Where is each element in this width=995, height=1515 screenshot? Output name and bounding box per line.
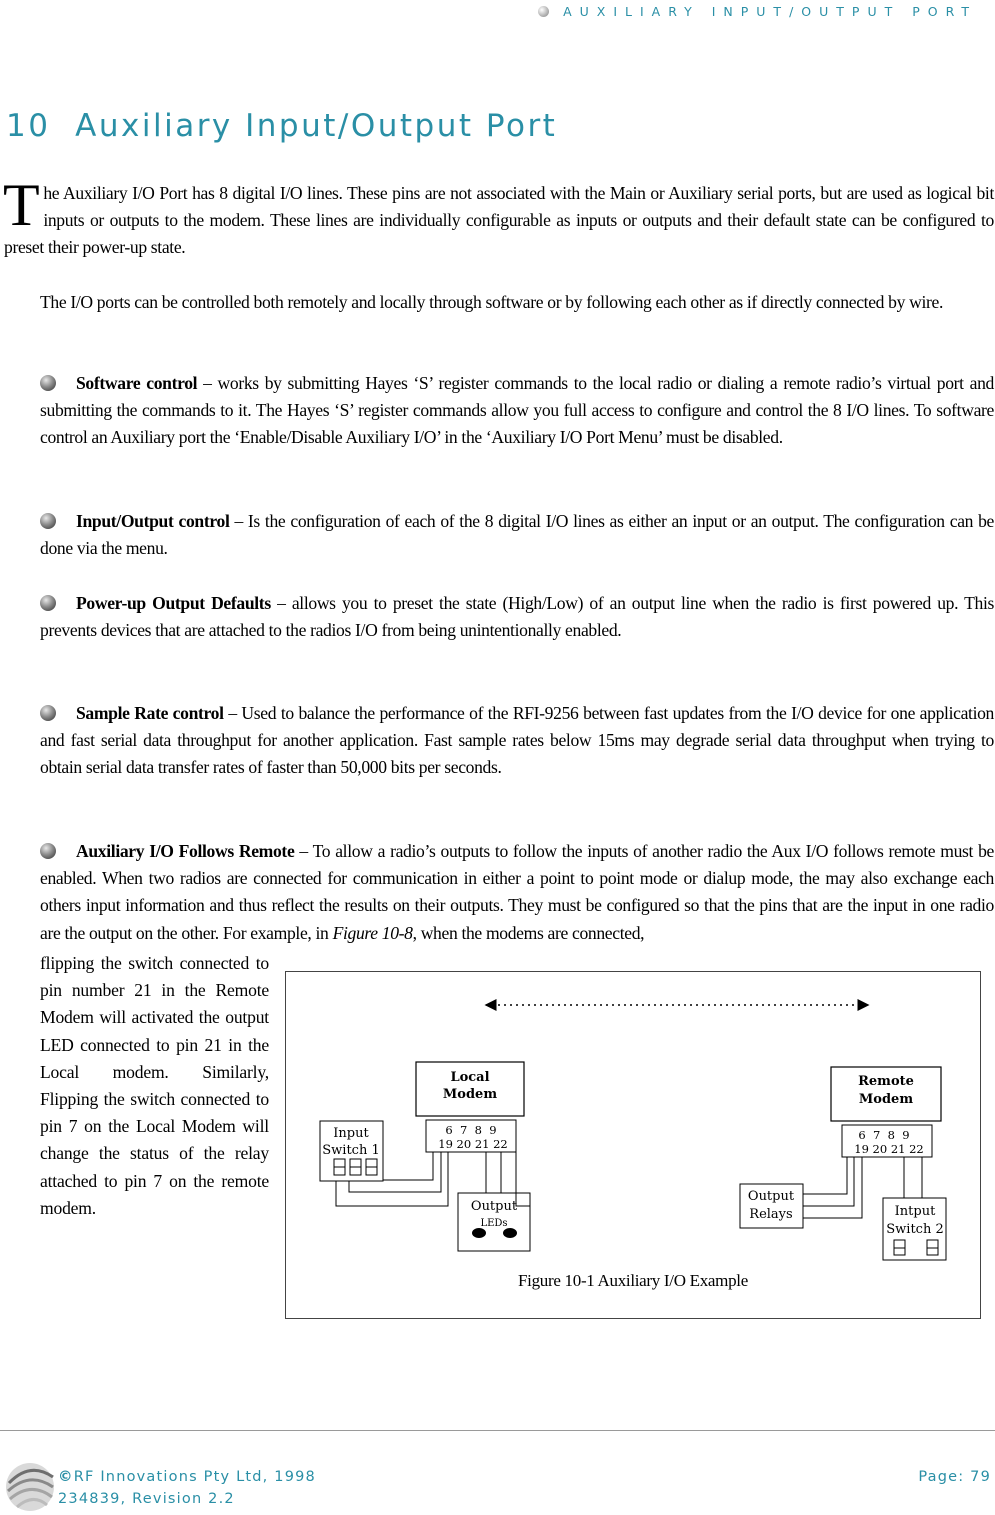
bullet-software-control [40,370,994,452]
running-header [538,0,977,22]
remote-pins-bottom: 19 20 21 22 [854,1142,924,1156]
input-switch-1-label-1: Input [333,1126,369,1141]
figure-reference-link[interactable]: Figure 10-8 [332,922,413,943]
input-switch-1-label-2: Switch 1 [322,1143,380,1158]
footer-page-number: Page: 79 [918,1469,991,1485]
remote-pins-top: 6 7 8 9 [858,1128,910,1142]
bullet-ball-icon [40,513,56,529]
figure-diagram [286,972,982,1320]
bullet-input-output-control [40,508,994,562]
local-modem-label-2: Modem [442,1087,498,1102]
output-leds-box [458,1193,530,1251]
remote-pin-block [842,1125,932,1157]
figure-wrap-text: flipping the switch connected to pin number 21 in the Remote Modem will activated the output LED connected to pin 21 in the Local modem. Similarly, Flipping the switch connected to pin 7 on the Local Modem will change the status of the relay attached to pin 7 on the remote modem. [40,953,269,1218]
bullet-ball-icon [40,705,56,721]
output-leds-label-1: Output [470,1199,518,1214]
figure-caption: Figure 10-1 Auxiliary I/O Example [518,1271,748,1290]
intro-text: he Auxiliary I/O Port has 8 digital I/O lines. These pins are not associated with the Main or Auxiliary serial ports, but are used as logical bit inputs or outputs to the modem. These lines are individually configurable as inputs or outputs and their default state can be configured to preset their power-up state. [4,183,994,258]
input-switch-2-label-2: Switch 2 [886,1222,944,1237]
footer-divider [0,1430,995,1431]
remote-modem-label-1: Remote [858,1074,914,1089]
bullet-term: Software control [76,373,198,393]
company-logo-icon [3,1457,57,1513]
local-pins-bottom: 19 20 21 22 [438,1137,508,1151]
bullet-text: – works by submitting Hayes ‘S’ register commands to the local radio or dialing a remote radio’s virtual port and submitting the commands to it. The Hayes ‘S’ register commands allow you full access to configure and control the 8 I/O lines. To software control an Auxiliary port the ‘Enable/Disable Auxiliary I/O’ in the ‘Auxiliary I/O Port Menu’ must be disabled. [40,373,994,448]
io-control-paragraph: The I/O ports can be controlled both remotely and locally through software or by following each other as if directly connected by wire. [40,292,943,312]
bullet-term: Input/Output control [76,511,230,531]
bullet-power-up-defaults [40,590,994,644]
output-relays-box [740,1184,803,1228]
running-header-title: AUXILIARY INPUT/OUTPUT PORT [563,3,977,19]
local-modem-box [416,1062,524,1116]
footer-copyright: RF Innovations Pty Ltd, 1998 [73,1469,316,1485]
bullet-term: Auxiliary I/O Follows Remote [76,841,295,861]
output-relays-label-1: Output [747,1189,795,1204]
header-bullet-icon [538,6,549,17]
bullet-text: – allows you to preset the state (High/Low) of an output line when the radio is first powered up. This prevents devices that are attached to the radios I/O from being unintentionally enabled. [40,593,994,641]
bullet-sample-rate-control [40,700,994,782]
bullet-text: – Is the configuration of each of the 8 digital I/O lines as either an input or an output. The configuration can be done via the menu. [40,511,995,559]
copyright-icon: © [58,1469,74,1485]
led-icon [472,1228,486,1238]
remote-modem-label-2: Modem [858,1092,914,1107]
input-switch-2-label-1: Intput [894,1204,936,1219]
output-relays-label-2: Relays [749,1207,793,1222]
bullet-ball-icon [40,595,56,611]
local-modem-label-1: Local [450,1070,490,1085]
intro-paragraph [3,172,994,262]
chapter-title: 10 Auxiliary Input/Output Port [6,108,558,144]
bullet-ball-icon [40,375,56,391]
remote-modem-box [831,1067,941,1121]
footer-doc-id: 234839, Revision 2.2 [58,1491,235,1507]
local-pin-block [426,1120,516,1152]
bullet-term: Sample Rate control [76,703,224,723]
drop-cap: T [3,172,40,238]
led-icon [503,1228,517,1238]
input-switch-1-box [320,1121,383,1181]
output-leds-label-2: LEDs [480,1218,508,1229]
bullet-term: Power-up Output Defaults [76,593,271,613]
input-switch-2-box [883,1198,946,1260]
bullet-text: – To allow a radio’s outputs to follow the inputs of another radio the Aux I/O follows remote must be enabled. When two radios are connected for communication in either a point to point mode or dialup mode, the may also exchange each others input information and thus reflect the results on their outputs. They must be configured so that the pins that are the input in one radio are the output on the other. For example, in [40,841,994,943]
bullet-ball-icon [40,843,56,859]
local-pins-top: 6 7 8 9 [445,1123,497,1137]
bullet-text-end: , when the modems are connected, [412,922,645,943]
bullet-follows-remote [40,838,994,947]
figure-auxiliary-io-example [285,971,981,1319]
footer-left [58,1466,316,1510]
bullet-text: – Used to balance the performance of the RFI-9256 between fast updates from the I/O device for one application and fast serial data throughput for another application. Fast sample rates below 15ms may degrade serial data throughput when trying to obtain serial data transfer rates of faster than 50,000 bits per seconds. [40,703,995,778]
